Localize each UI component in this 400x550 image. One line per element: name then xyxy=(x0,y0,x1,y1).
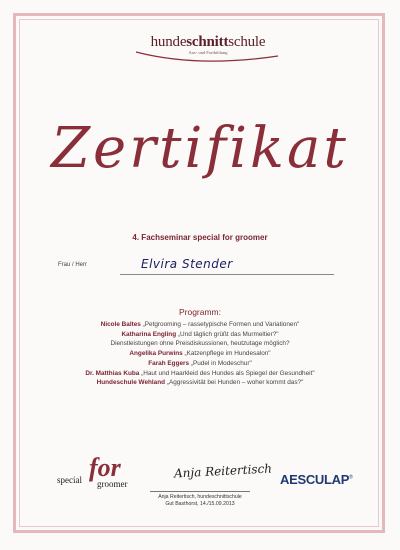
speaker-item xyxy=(0,350,400,359)
speaker-item xyxy=(0,360,400,369)
logo-name-part1: hunde xyxy=(150,34,187,50)
signer-name: Anja Reitertisch, hundeschnittschule xyxy=(158,494,242,500)
speaker-item xyxy=(0,321,400,330)
recipient-name: Elvira Stender xyxy=(141,257,233,271)
sponsor-groomer-text: groomer xyxy=(97,479,128,489)
program-heading: Programm: xyxy=(178,307,222,317)
aesculap-logo xyxy=(280,472,353,487)
speaker-name: Katharina Engling xyxy=(121,330,177,338)
special-for-groomer-logo xyxy=(57,451,137,491)
speaker-list xyxy=(0,321,400,388)
speaker-topic: „Petgrooming – rassetypische Formen und Variationen" xyxy=(142,321,300,328)
speaker-topic: „Aggressivität bei Hunden – woher kommt das?" xyxy=(166,379,304,387)
speaker-item xyxy=(0,379,400,388)
speaker-topic: „Pudel in Modeschur" xyxy=(190,359,252,367)
registered-mark-icon: ® xyxy=(349,474,353,481)
place-date: Gut Basthorst, 14./15.09.2013 xyxy=(165,501,235,507)
recipient-label: Frau / Herr xyxy=(58,262,88,268)
signature-text: Anja Reitertisch xyxy=(173,461,273,481)
signature-line xyxy=(150,491,250,492)
aesculap-text: AESCULAP xyxy=(280,472,350,487)
logo-swoosh-icon xyxy=(128,34,288,64)
sponsor-special-text: special xyxy=(57,475,82,485)
speaker-topic: „Haut und Haarkleid des Hundes als Spiegel der Gesundheit" xyxy=(141,369,315,377)
signature xyxy=(160,460,280,488)
speaker-name: Nicole Baltes xyxy=(100,321,141,328)
certificate-title: Zertifikat xyxy=(51,116,349,181)
speaker-item xyxy=(0,370,400,379)
speaker-item xyxy=(0,331,400,340)
speaker-name: Farah Eggers xyxy=(148,359,190,367)
hundeschnittschule-logo xyxy=(128,34,288,55)
logo-name-part3: schule xyxy=(228,34,266,50)
speaker-topic: „Katzenpflege im Hundesalon" xyxy=(184,349,271,357)
speaker-name: Angelika Purwins xyxy=(129,349,183,357)
seminar-title: 4. Fachseminar special for groomer xyxy=(132,233,268,242)
logo-name-part2: schnitt xyxy=(186,34,229,50)
speaker-name: Hundeschule Wehland xyxy=(96,379,166,387)
speaker-topic: „Und täglich grüßt das Murmeltier?" xyxy=(177,330,279,338)
speaker-name: Dr. Matthias Kuba xyxy=(85,369,140,377)
recipient-underline xyxy=(120,274,334,275)
logo-tagline: Aus- und Fortbildung xyxy=(188,50,228,55)
speaker-topic-line2: Dienstleistungen ohne Preisdiskussionen, heutzutage möglich? xyxy=(110,339,290,347)
sponsor-for-text: for xyxy=(89,453,121,482)
